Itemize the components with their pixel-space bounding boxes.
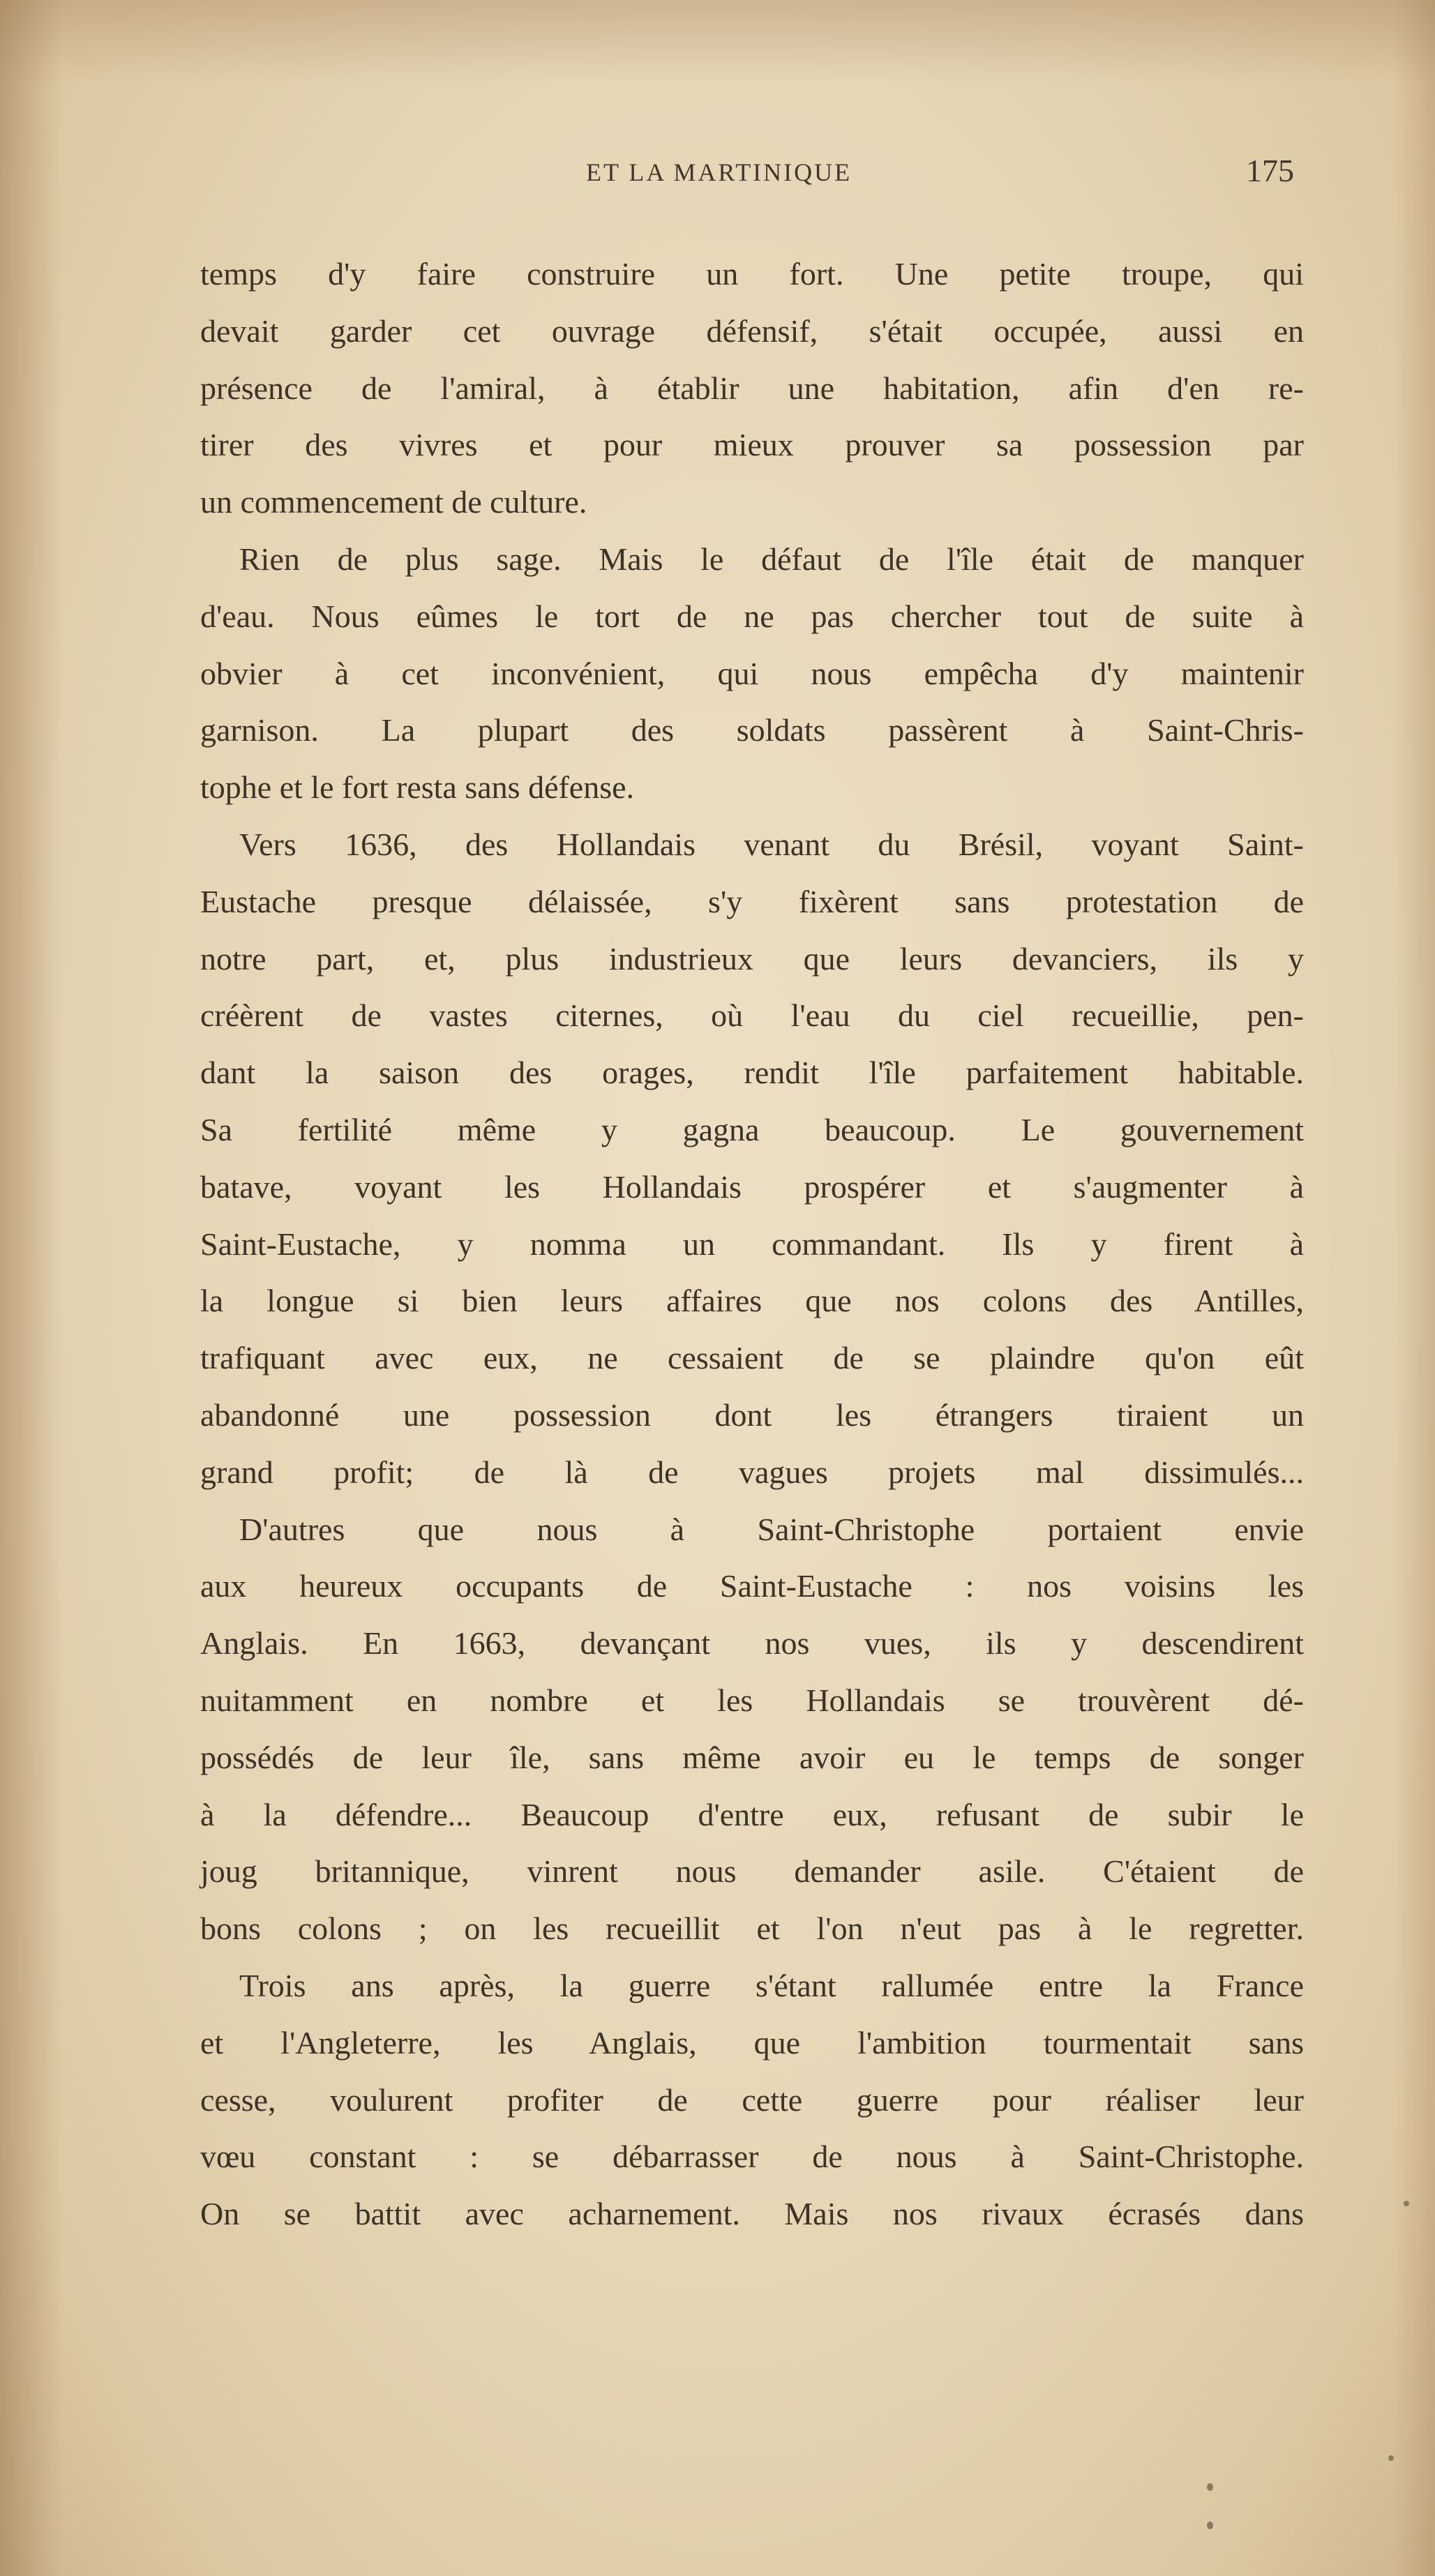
text-line: présence de l'amiral, à établir une habitation, afin d'en re-: [200, 370, 1304, 406]
page-edge-shadow: [0, 0, 63, 2576]
text-line: Saint-Eustache, y nomma un commandant. Ils y firent à: [200, 1226, 1304, 1262]
text-line: d'eau. Nous eûmes le tort de ne pas chercher tout de suite à: [200, 598, 1304, 634]
text-line: un commencement de culture.: [200, 484, 587, 520]
text-line: On se battit avec acharnement. Mais nos rivaux écrasés dans: [200, 2196, 1304, 2232]
text-line: devait garder cet ouvrage défensif, s'était occupée, aussi en: [200, 312, 1304, 349]
text-line: Anglais. En 1663, devançant nos vues, ils y descendirent: [200, 1625, 1304, 1662]
text-line: abandonné une possession dont les étrangers tiraient un: [200, 1396, 1304, 1433]
text-line: à la défendre... Beaucoup d'entre eux, refusant de subir le: [200, 1796, 1304, 1832]
text-line: joug britannique, vinrent nous demander asile. C'étaient de: [200, 1853, 1304, 1890]
text-line: temps d'y faire construire un fort. Une petite troupe, qui: [200, 256, 1304, 292]
text-line: créèrent de vastes citernes, où l'eau du ciel recueillie, pen-: [200, 997, 1304, 1034]
text-line: Rien de plus sage. Mais le défaut de l'île était de manquer: [239, 541, 1304, 577]
text-line: grand profit; de là de vagues projets mal dissimulés...: [200, 1454, 1304, 1490]
text-line: la longue si bien leurs affaires que nos colons des Antilles,: [200, 1283, 1304, 1319]
text-line: Eustache presque délaissée, s'y fixèrent sans protestation de: [200, 883, 1304, 919]
text-line: Trois ans après, la guerre s'étant rallumée entre la France: [239, 1967, 1304, 2003]
paper-stain: [1207, 2522, 1213, 2529]
text-line: Sa fertilité même y gagna beaucoup. Le gouvernement: [200, 1111, 1304, 1147]
text-line: aux heureux occupants de Saint-Eustache : nos voisins les: [200, 1568, 1304, 1604]
text-line: vœu constant : se débarrasser de nous à Saint-Christophe.: [200, 2139, 1304, 2175]
paper-stain: [1207, 2483, 1213, 2491]
paper-stain: [1388, 2455, 1394, 2461]
text-line: batave, voyant les Hollandais prospérer et s'augmenter à: [200, 1168, 1304, 1205]
running-title: ET LA MARTINIQUE: [586, 158, 852, 186]
text-line: dant la saison des orages, rendit l'île parfaitement habitable.: [200, 1055, 1304, 1091]
page-number: 175: [1246, 153, 1294, 188]
text-line: nuitamment en nombre et les Hollandais se trouvèrent dé-: [200, 1682, 1304, 1718]
body-text: [200, 246, 1304, 2243]
text-line: garnison. La plupart des soldats passèrent à Saint-Chris-: [200, 712, 1304, 748]
text-line: cesse, voulurent profiter de cette guerre pour réaliser leur: [200, 2081, 1304, 2118]
text-line: Vers 1636, des Hollandais venant du Brésil, voyant Saint-: [239, 826, 1304, 862]
text-line: possédés de leur île, sans même avoir eu le temps de songer: [200, 1739, 1304, 1775]
text-line: bons colons ; on les recueillit et l'on n'eut pas à le regretter.: [200, 1911, 1304, 1947]
text-line: D'autres que nous à Saint-Christophe portaient envie: [239, 1511, 1304, 1547]
text-line: et l'Angleterre, les Anglais, que l'ambition tourmentait sans: [200, 2024, 1304, 2061]
paper-stain: [1404, 2201, 1409, 2206]
page-right-shadow: [1393, 0, 1435, 2576]
text-line: obvier à cet inconvénient, qui nous empêcha d'y maintenir: [200, 655, 1304, 691]
text-line: tirer des vivres et pour mieux prouver sa possession par: [200, 427, 1304, 463]
text-line: notre part, et, plus industrieux que leurs devanciers, ils y: [200, 940, 1304, 977]
text-line: tophe et le fort resta sans défense.: [200, 769, 635, 806]
text-line: trafiquant avec eux, ne cessaient de se plaindre qu'on eût: [200, 1340, 1304, 1376]
page-top-shadow: [0, 0, 1435, 84]
